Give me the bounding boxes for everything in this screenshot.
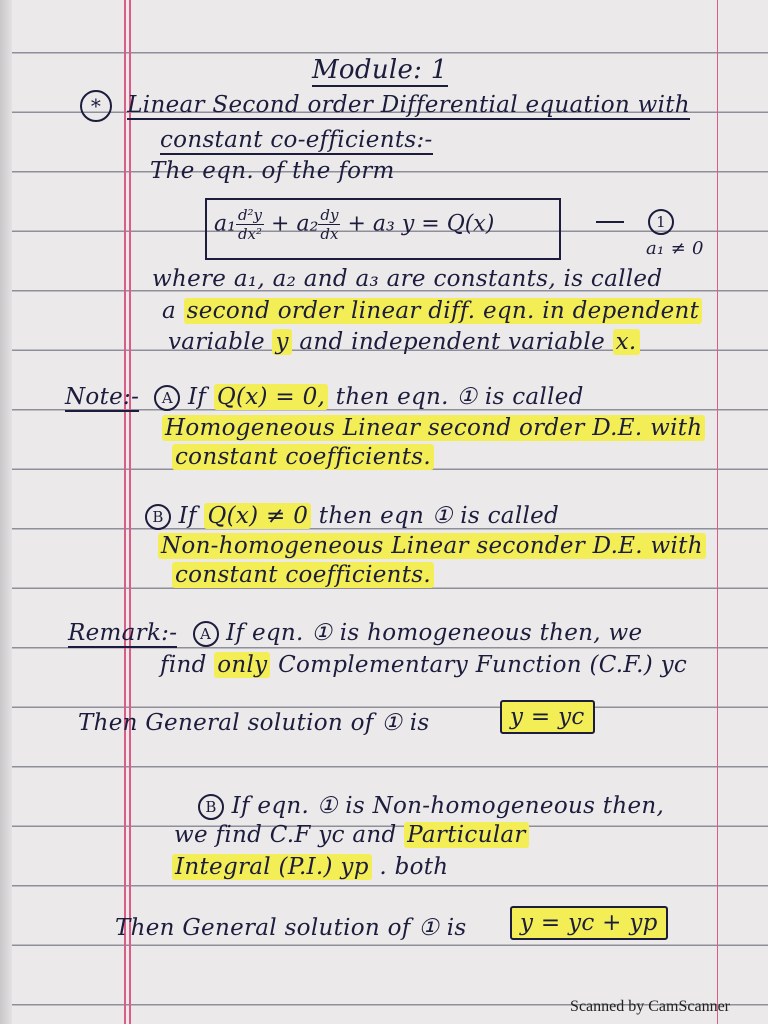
note-b-line-3: constant coefficients.: [172, 562, 434, 588]
heading-text-1: Linear Second order Differential equation with: [127, 92, 690, 118]
module-title-text: Module: 1: [312, 55, 448, 85]
heading-text-2: constant co-efficients:-: [160, 127, 433, 153]
remark-label: Remark:-: [68, 620, 178, 646]
intro-text-content: The eqn. of the form: [150, 158, 395, 184]
eq-number: 1: [648, 208, 674, 235]
note-line-1: Note:- A If Q(x) = 0, then eqn. ① is called: [65, 384, 584, 410]
margin-line-right: [717, 0, 718, 1024]
eq-a1: a₁: [214, 211, 236, 237]
note-b-line-2: Non-homogeneous Linear seconder D.E. with: [158, 533, 706, 559]
remark-b-line-3: Integral (P.I.) yp . both: [172, 854, 448, 880]
remark-line-2: find only Complementary Function (C.F.) yc: [160, 652, 688, 678]
heading-line-1: [80, 90, 690, 122]
general-solution-b: Then General solution of ① is: [115, 915, 467, 941]
eq-dash: [596, 221, 624, 223]
eq-condition: a₁ ≠ 0: [646, 238, 704, 259]
module-title: [312, 55, 448, 85]
equation: [214, 206, 494, 243]
remark-b-line-1: B If eqn. ① is Non-homogeneous then,: [198, 793, 664, 820]
remark-line-1: Remark:- A If eqn. ① is homogeneous then, we: [68, 620, 643, 646]
margin-line-left-inner: [129, 0, 131, 1024]
eq-frac-first: $\frac{dy}{dx}$: [320, 206, 339, 243]
heading-line-2: [160, 127, 433, 153]
solution-a-box: y = yc: [500, 704, 595, 730]
note-b-line-1: B If Q(x) ≠ 0 then eqn ① is called: [145, 503, 559, 530]
scanner-watermark: Scanned by CamScanner: [570, 998, 730, 1015]
solution-b-box: y = yc + yp: [510, 910, 668, 936]
highlight-second-order: second order linear diff. eqn. in dependent: [184, 298, 703, 324]
general-solution-a: Then General solution of ① is: [78, 710, 430, 736]
eq-frac-second: $\frac{\text{d²y}}{\text{dx²}}$: [237, 206, 263, 243]
eq-rest: + a₃ y = Q(x): [347, 211, 495, 237]
note-label: Note:-: [65, 384, 140, 410]
page-binding: [0, 0, 12, 1024]
intro-text: [150, 158, 395, 184]
eq-a2: + a₂: [271, 211, 319, 237]
note-a-line-3: constant coefficients.: [172, 444, 434, 470]
remark-b-line-2: we find C.F yc and Particular: [174, 822, 529, 848]
where-line-2: a second order linear diff. eqn. in dependent: [162, 298, 702, 324]
where-line-1: where a₁, a₂ and a₃ are constants, is called: [152, 266, 663, 292]
note-a-line-2: Homogeneous Linear second order D.E. with: [162, 415, 705, 441]
where-line-3: variable y and independent variable x.: [168, 329, 640, 355]
star-bullet-icon: *: [80, 90, 112, 122]
margin-line-left: [124, 0, 126, 1024]
